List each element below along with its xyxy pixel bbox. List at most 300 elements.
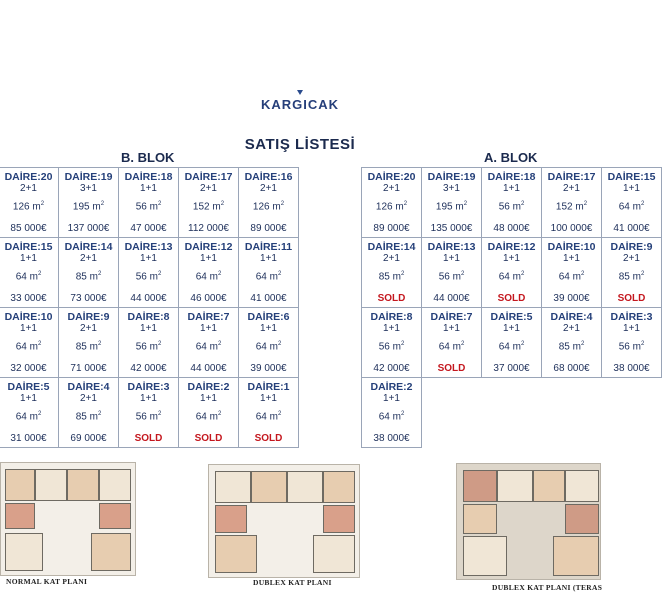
unit-area-value: 126	[375, 201, 393, 213]
unit-area-value: 126	[12, 201, 30, 213]
unit-area-value: 56	[618, 341, 630, 353]
unit-price: 89 000€	[373, 223, 410, 235]
unit-area-unit: m	[632, 201, 641, 213]
unit-area-value: 56	[135, 271, 147, 283]
unit-rooms: 1+1	[443, 323, 460, 334]
unit-area-unit: m	[29, 271, 38, 283]
unit-price: 38 000€	[613, 363, 650, 375]
unit-area-unit: m	[29, 411, 38, 423]
unit-area	[619, 338, 645, 353]
unit-price: 137 000€	[67, 223, 110, 235]
sold-status: SOLD	[134, 433, 163, 445]
unit-rooms: 1+1	[623, 183, 640, 194]
unit-area-sup: 2	[217, 411, 222, 417]
unit-price: 47 000€	[130, 223, 167, 235]
unit-rooms: 1+1	[260, 323, 277, 334]
unit-area-value: 64	[15, 271, 27, 283]
unit-area-unit: m	[272, 201, 281, 213]
unit-area-unit: m	[209, 411, 218, 423]
unit-area-unit: m	[392, 341, 401, 353]
unit-area	[439, 338, 465, 353]
unit-price: 32 000€	[10, 363, 47, 375]
logo	[0, 90, 600, 112]
unit-area	[256, 338, 282, 353]
unit-number: DAİRE:17	[184, 171, 233, 183]
unit-number: DAİRE:16	[244, 171, 293, 183]
unit-rooms: 1+1	[20, 253, 37, 264]
unit-rooms: 1+1	[623, 323, 640, 334]
unit-area-unit: m	[455, 201, 464, 213]
unit-area-unit: m	[269, 341, 278, 353]
unit-area	[376, 198, 407, 213]
unit-area	[136, 338, 162, 353]
unit-rooms: 2+1	[383, 253, 400, 264]
unit-area	[499, 198, 525, 213]
unit-rooms: 1+1	[140, 183, 157, 194]
unit-price: 85 000€	[10, 223, 47, 235]
b-blok-table	[0, 167, 299, 448]
unit-area	[13, 198, 44, 213]
unit-rooms: 3+1	[443, 183, 460, 194]
unit-area-unit: m	[392, 271, 401, 283]
unit-rooms: 2+1	[80, 393, 97, 404]
unit-area-value: 126	[252, 201, 270, 213]
unit-area-value: 195	[72, 201, 90, 213]
unit-area-sup: 2	[220, 201, 225, 207]
unit-rooms: 1+1	[20, 323, 37, 334]
page-title: SATIŞ LİSTESİ	[244, 136, 356, 153]
unit-rooms: 1+1	[20, 393, 37, 404]
unit-rooms: 2+1	[623, 253, 640, 264]
unit-area-value: 64	[255, 411, 267, 423]
unit-area-sup: 2	[583, 201, 588, 207]
sold-status: SOLD	[377, 293, 406, 305]
unit-area-unit: m	[452, 341, 461, 353]
unit-rooms: 1+1	[140, 393, 157, 404]
unit-area	[256, 408, 282, 423]
unit-price: 44 000€	[190, 363, 227, 375]
unit-area	[136, 268, 162, 283]
unit-area-sup: 2	[37, 271, 42, 277]
unit-area	[76, 338, 102, 353]
unit-area-unit: m	[32, 201, 41, 213]
unit-rooms: 2+1	[80, 323, 97, 334]
unit-rooms: 1+1	[383, 393, 400, 404]
unit-area	[556, 198, 587, 213]
unit-area-value: 56	[135, 201, 147, 213]
unit-area-value: 64	[498, 341, 510, 353]
logo-text: KARGICAK	[260, 97, 340, 112]
unit-area-sup: 2	[640, 271, 645, 277]
b-blok-title: B. BLOK	[121, 150, 175, 165]
unit-area-value: 56	[378, 341, 390, 353]
unit-area	[559, 338, 585, 353]
unit-price: 42 000€	[373, 363, 410, 375]
unit-rooms: 1+1	[260, 393, 277, 404]
unit-area-value: 64	[195, 341, 207, 353]
unit-area	[439, 268, 465, 283]
unit-area-sup: 2	[277, 341, 282, 347]
unit-area-value: 56	[438, 271, 450, 283]
unit-area-value: 85	[378, 271, 390, 283]
a-blok-unit-cell	[542, 168, 602, 238]
sold-status: SOLD	[437, 363, 466, 375]
b-blok-unit-cell	[239, 238, 299, 308]
b-blok-unit-cell	[179, 238, 239, 308]
unit-area-sup: 2	[400, 271, 405, 277]
unit-number: DAİRE:5	[7, 381, 50, 393]
unit-number: DAİRE:4	[67, 381, 110, 393]
unit-rooms: 1+1	[200, 323, 217, 334]
unit-area	[16, 338, 42, 353]
unit-area	[196, 268, 222, 283]
unit-area-sup: 2	[280, 201, 285, 207]
unit-number: DAİRE:9	[67, 311, 110, 323]
unit-area-sup: 2	[520, 341, 525, 347]
duplex-terrace-floor-plan-image	[456, 463, 601, 580]
unit-number: DAİRE:20	[4, 171, 53, 183]
unit-area	[499, 338, 525, 353]
unit-area-sup: 2	[97, 341, 102, 347]
unit-number: DAİRE:15	[4, 241, 53, 253]
unit-area-sup: 2	[157, 341, 162, 347]
unit-area-sup: 2	[640, 341, 645, 347]
unit-rooms: 1+1	[140, 323, 157, 334]
unit-number: DAİRE:7	[187, 311, 230, 323]
unit-number: DAİRE:3	[127, 381, 170, 393]
unit-number: DAİRE:11	[244, 241, 293, 253]
unit-area-unit: m	[149, 271, 158, 283]
unit-price: 39 000€	[250, 363, 287, 375]
unit-area-unit: m	[209, 271, 218, 283]
unit-area-value: 152	[555, 201, 573, 213]
a-blok-unit-cell	[602, 308, 662, 378]
unit-price: 112 000€	[188, 223, 229, 235]
unit-price: 73 000€	[70, 293, 107, 305]
unit-area	[76, 408, 102, 423]
b-blok-unit-cell	[59, 308, 119, 378]
unit-area-sup: 2	[97, 271, 102, 277]
unit-area-value: 85	[75, 411, 87, 423]
unit-number: DAİRE:12	[184, 241, 233, 253]
unit-area-sup: 2	[277, 411, 282, 417]
a-blok-unit-cell	[482, 308, 542, 378]
unit-area-sup: 2	[580, 271, 585, 277]
unit-number: DAİRE:20	[367, 171, 416, 183]
unit-number: DAİRE:15	[607, 171, 656, 183]
unit-area-unit: m	[89, 411, 98, 423]
a-blok-table	[361, 167, 662, 448]
unit-rooms: 2+1	[80, 253, 97, 264]
unit-area-sup: 2	[37, 411, 42, 417]
unit-area-sup: 2	[460, 271, 465, 277]
unit-number: DAİRE:4	[550, 311, 593, 323]
unit-price: 42 000€	[130, 363, 167, 375]
unit-area	[253, 198, 284, 213]
b-blok-unit-cell	[239, 308, 299, 378]
unit-area-value: 85	[75, 341, 87, 353]
unit-number: DAİRE:14	[64, 241, 113, 253]
unit-price: 41 000€	[250, 293, 287, 305]
b-blok-unit-cell	[239, 378, 299, 448]
unit-area-value: 64	[15, 411, 27, 423]
b-blok-unit-cell	[59, 378, 119, 448]
unit-area-sup: 2	[520, 201, 525, 207]
unit-area-value: 85	[75, 271, 87, 283]
unit-rooms: 2+1	[563, 183, 580, 194]
a-blok-unit-cell	[362, 378, 422, 448]
a-blok-title: A. BLOK	[484, 150, 538, 165]
unit-area-unit: m	[512, 341, 521, 353]
unit-area-unit: m	[452, 271, 461, 283]
unit-area-unit: m	[512, 201, 521, 213]
unit-area-unit: m	[149, 341, 158, 353]
sold-status: SOLD	[497, 293, 526, 305]
unit-rooms: 1+1	[200, 393, 217, 404]
unit-area-unit: m	[632, 271, 641, 283]
unit-area	[73, 198, 104, 213]
a-blok-unit-cell	[422, 238, 482, 308]
a-blok-unit-cell	[422, 308, 482, 378]
unit-area-value: 56	[498, 201, 510, 213]
b-blok-unit-cell	[59, 168, 119, 238]
unit-area	[379, 268, 405, 283]
unit-number: DAİRE:7	[430, 311, 473, 323]
unit-number: DAİRE:10	[547, 241, 596, 253]
duplex-floor-plan-image	[208, 464, 360, 578]
b-blok-unit-cell	[119, 378, 179, 448]
unit-rooms: 1+1	[503, 253, 520, 264]
unit-rooms: 2+1	[563, 323, 580, 334]
unit-area-sup: 2	[400, 411, 405, 417]
unit-number: DAİRE:2	[370, 381, 413, 393]
unit-area-unit: m	[269, 271, 278, 283]
unit-area-unit: m	[572, 341, 581, 353]
unit-number: DAİRE:13	[427, 241, 476, 253]
unit-area-sup: 2	[157, 271, 162, 277]
unit-area-value: 64	[618, 201, 630, 213]
unit-number: DAİRE:10	[4, 311, 53, 323]
unit-number: DAİRE:14	[367, 241, 416, 253]
unit-area	[136, 408, 162, 423]
b-blok-unit-cell	[0, 168, 59, 238]
unit-area-value: 64	[438, 341, 450, 353]
unit-rooms: 3+1	[80, 183, 97, 194]
unit-rooms: 2+1	[260, 183, 277, 194]
a-blok-unit-cell	[362, 168, 422, 238]
unit-area-unit: m	[92, 201, 101, 213]
unit-area-value: 64	[498, 271, 510, 283]
unit-area-value: 64	[15, 341, 27, 353]
duplex-terrace-floor-plan-label: DUBLEX KAT PLANI (TERAS	[492, 583, 603, 592]
unit-area-value: 85	[558, 341, 570, 353]
unit-area-value: 195	[435, 201, 453, 213]
sold-status: SOLD	[194, 433, 223, 445]
unit-price: 71 000€	[70, 363, 107, 375]
unit-rooms: 1+1	[503, 183, 520, 194]
unit-area-unit: m	[269, 411, 278, 423]
unit-price: 44 000€	[433, 293, 470, 305]
unit-area-sup: 2	[40, 201, 45, 207]
a-blok-unit-cell	[482, 168, 542, 238]
a-blok-unit-cell	[542, 238, 602, 308]
unit-area-sup: 2	[400, 341, 405, 347]
unit-area-sup: 2	[97, 411, 102, 417]
unit-number: DAİRE:5	[490, 311, 533, 323]
unit-number: DAİRE:3	[610, 311, 653, 323]
b-blok-unit-cell	[0, 238, 59, 308]
unit-area-unit: m	[149, 201, 158, 213]
a-blok-unit-cell	[602, 238, 662, 308]
unit-area-sup: 2	[217, 271, 222, 277]
unit-price: 31 000€	[10, 433, 47, 445]
unit-number: DAİRE:9	[610, 241, 653, 253]
normal-floor-plan-label: NORMAL KAT PLANI	[6, 577, 88, 586]
unit-area-sup: 2	[277, 271, 282, 277]
unit-number: DAİRE:1	[247, 381, 290, 393]
unit-rooms: 2+1	[20, 183, 37, 194]
unit-price: 38 000€	[373, 433, 410, 445]
unit-area-sup: 2	[157, 201, 162, 207]
unit-area-unit: m	[149, 411, 158, 423]
unit-area-unit: m	[209, 341, 218, 353]
unit-price: 68 000€	[553, 363, 590, 375]
unit-price: 69 000€	[70, 433, 107, 445]
unit-area-unit: m	[395, 201, 404, 213]
a-blok-unit-cell	[482, 238, 542, 308]
unit-rooms: 1+1	[383, 323, 400, 334]
unit-area-sup: 2	[217, 341, 222, 347]
unit-price: 135 000€	[430, 223, 473, 235]
unit-area-sup: 2	[100, 201, 105, 207]
sold-status: SOLD	[254, 433, 283, 445]
b-blok-unit-cell	[119, 308, 179, 378]
unit-price: 39 000€	[553, 293, 590, 305]
unit-number: DAİRE:8	[127, 311, 170, 323]
unit-rooms: 1+1	[563, 253, 580, 264]
unit-area-sup: 2	[463, 201, 468, 207]
normal-floor-plan-image	[0, 462, 136, 576]
b-blok-unit-cell	[0, 378, 59, 448]
unit-area-value: 64	[195, 271, 207, 283]
unit-area-value: 64	[255, 271, 267, 283]
unit-area	[619, 268, 645, 283]
unit-area-sup: 2	[460, 341, 465, 347]
unit-area-value: 64	[378, 411, 390, 423]
unit-area-unit: m	[89, 271, 98, 283]
unit-number: DAİRE:12	[487, 241, 536, 253]
unit-number: DAİRE:8	[370, 311, 413, 323]
unit-rooms: 1+1	[443, 253, 460, 264]
b-blok-unit-cell	[119, 238, 179, 308]
unit-number: DAİRE:18	[487, 171, 536, 183]
unit-rooms: 1+1	[200, 253, 217, 264]
unit-price: 100 000€	[550, 223, 593, 235]
unit-rooms: 2+1	[200, 183, 217, 194]
unit-area-value: 56	[135, 411, 147, 423]
a-blok-unit-cell	[362, 238, 422, 308]
unit-area	[193, 198, 224, 213]
logo-mark-icon	[297, 90, 303, 95]
unit-area-unit: m	[575, 201, 584, 213]
unit-number: DAİRE:19	[427, 171, 476, 183]
unit-price: 48 000€	[493, 223, 530, 235]
unit-area	[436, 198, 467, 213]
unit-area	[196, 338, 222, 353]
unit-rooms: 1+1	[503, 323, 520, 334]
unit-number: DAİRE:13	[124, 241, 173, 253]
unit-area-value: 64	[255, 341, 267, 353]
unit-area-unit: m	[572, 271, 581, 283]
unit-area-sup: 2	[157, 411, 162, 417]
unit-number: DAİRE:18	[124, 171, 173, 183]
a-blok-unit-cell	[422, 168, 482, 238]
a-blok-unit-cell	[542, 308, 602, 378]
unit-area-sup: 2	[520, 271, 525, 277]
unit-area	[136, 198, 162, 213]
unit-price: 41 000€	[613, 223, 650, 235]
b-blok-unit-cell	[179, 308, 239, 378]
unit-area	[16, 268, 42, 283]
unit-area	[379, 338, 405, 353]
a-blok-unit-cell	[602, 168, 662, 238]
unit-rooms: 2+1	[383, 183, 400, 194]
unit-area-value: 64	[558, 271, 570, 283]
unit-price: 44 000€	[130, 293, 167, 305]
unit-area-sup: 2	[403, 201, 408, 207]
unit-price: 89 000€	[250, 223, 287, 235]
b-blok-unit-cell	[119, 168, 179, 238]
unit-price: 33 000€	[10, 293, 47, 305]
unit-area-value: 64	[195, 411, 207, 423]
unit-area-sup: 2	[640, 201, 645, 207]
b-blok-unit-cell	[179, 378, 239, 448]
sold-status: SOLD	[617, 293, 646, 305]
unit-area	[559, 268, 585, 283]
duplex-floor-plan-label: DUBLEX KAT PLANI	[253, 578, 332, 587]
unit-price: 46 000€	[190, 293, 227, 305]
unit-rooms: 1+1	[260, 253, 277, 264]
a-blok-unit-cell	[362, 308, 422, 378]
unit-area-unit: m	[512, 271, 521, 283]
unit-number: DAİRE:2	[187, 381, 230, 393]
b-blok-unit-cell	[239, 168, 299, 238]
b-blok-unit-cell	[59, 238, 119, 308]
unit-area-sup: 2	[37, 341, 42, 347]
unit-price: 37 000€	[493, 363, 530, 375]
unit-area	[256, 268, 282, 283]
unit-area-unit: m	[212, 201, 221, 213]
unit-area	[619, 198, 645, 213]
unit-area	[76, 268, 102, 283]
unit-area-value: 85	[618, 271, 630, 283]
unit-rooms: 1+1	[140, 253, 157, 264]
unit-number: DAİRE:19	[64, 171, 113, 183]
unit-area-value: 56	[135, 341, 147, 353]
unit-area	[379, 408, 405, 423]
unit-area	[16, 408, 42, 423]
unit-area-value: 152	[192, 201, 210, 213]
b-blok-unit-cell	[0, 308, 59, 378]
b-blok-unit-cell	[179, 168, 239, 238]
unit-number: DAİRE:6	[247, 311, 290, 323]
unit-area-unit: m	[632, 341, 641, 353]
unit-number: DAİRE:17	[547, 171, 596, 183]
unit-area-unit: m	[392, 411, 401, 423]
unit-area-sup: 2	[580, 341, 585, 347]
unit-area-unit: m	[89, 341, 98, 353]
unit-area	[196, 408, 222, 423]
